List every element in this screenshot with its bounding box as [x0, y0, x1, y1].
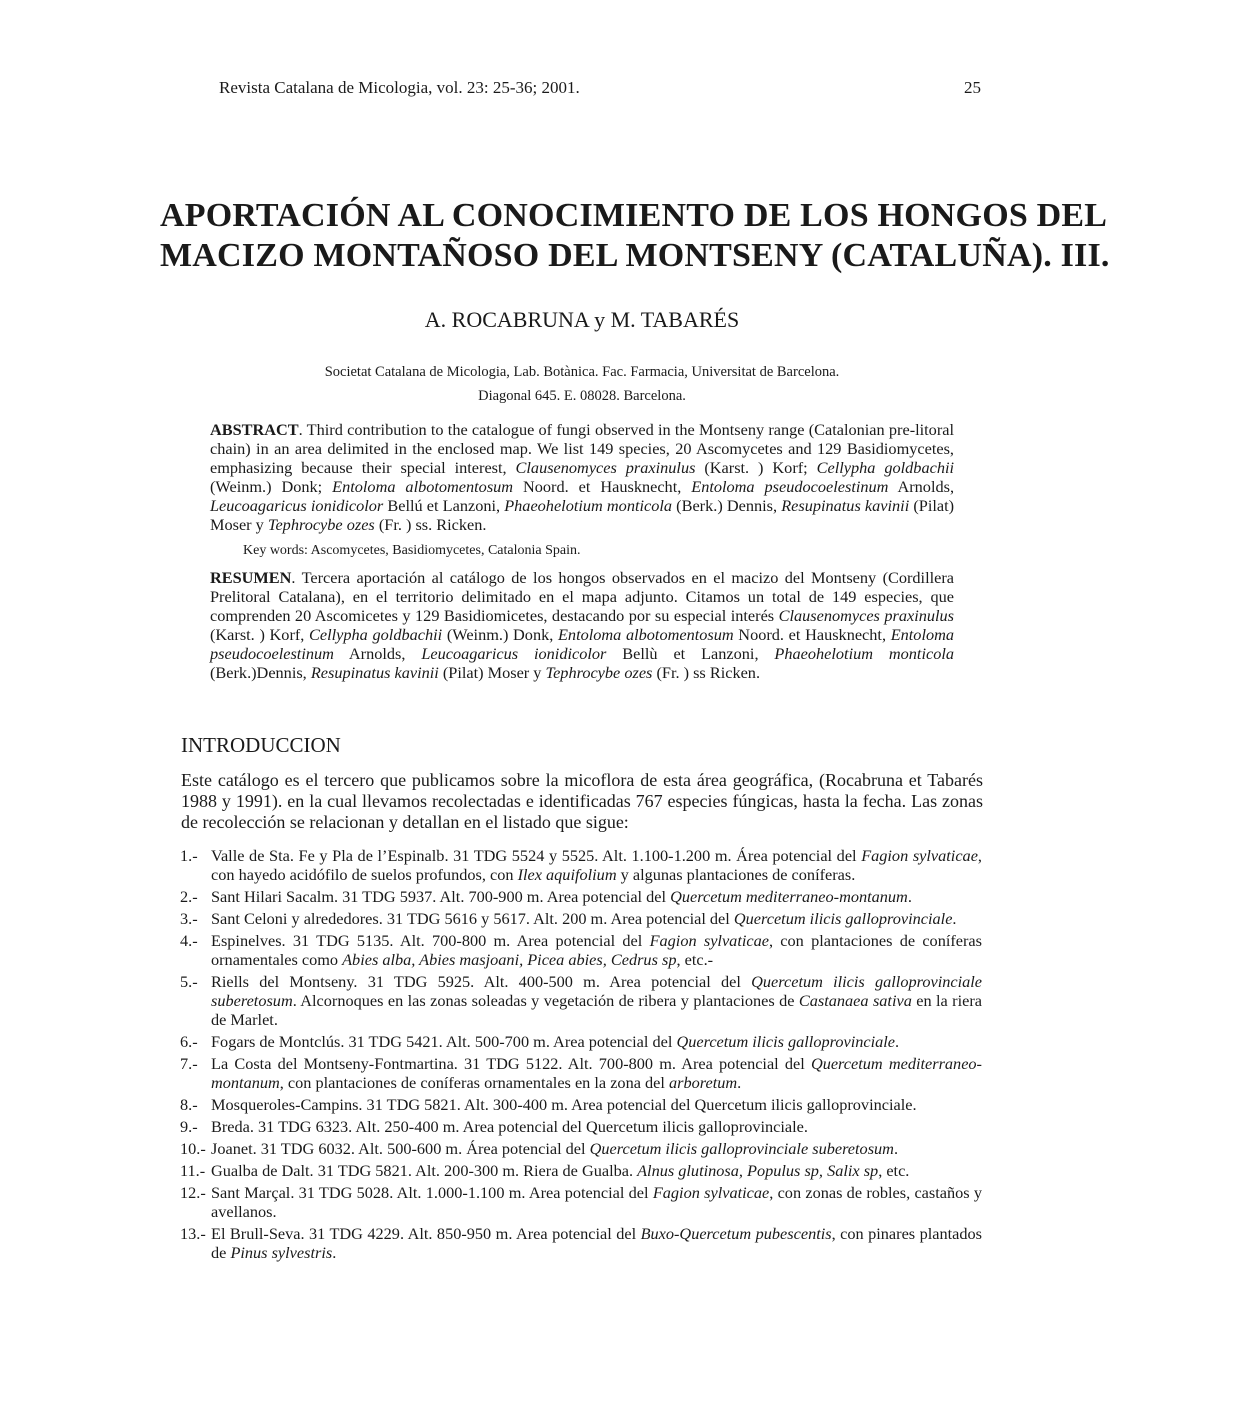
zone-item-5 — [180, 972, 982, 1029]
zone-text: Valle de Sta. Fe y Pla de l’Espinalb. 31 TDG 5524 y 5525. Alt. 1.100-1.200 m. Área potencial del — [211, 846, 862, 865]
zone-text: , con plantaciones de coníferas ornamentales como — [211, 931, 982, 969]
abstract-text: Arnolds, — [888, 477, 955, 496]
abstract-text: (Weinm.) Donk; — [210, 477, 333, 496]
zone-italic: Quercetum ilicis galloprovinciale — [676, 1032, 896, 1051]
zone-italic: Abies alba, Abies masjoani, Picea abies, Cedrus sp — [342, 950, 677, 969]
species-name: Tephrocybe ozes — [545, 663, 653, 682]
zone-text: . — [737, 1073, 742, 1092]
species-name: Leucoagaricus ionidicolor — [421, 644, 607, 663]
abstract-text: (Pilat) Moser y — [210, 496, 955, 534]
zone-text: . — [893, 1139, 899, 1158]
species-name: Tephrocybe ozes — [267, 515, 375, 534]
zone-italic: Fagion sylvaticae — [649, 931, 769, 950]
zone-number: 7.- — [180, 1054, 198, 1073]
zone-item-4 — [180, 931, 982, 969]
zone-text: , con plantaciones de coníferas ornamentales en la zona del — [279, 1073, 669, 1092]
zone-text: . — [332, 1243, 337, 1262]
zone-italic: arboretum — [668, 1073, 738, 1092]
title-line-1: APORTACIÓN AL CONOCIMIENTO DE LOS HONGOS DEL — [160, 197, 1108, 234]
section-heading-introduccion: INTRODUCCION — [181, 733, 341, 757]
zone-number: 9.- — [180, 1117, 198, 1136]
zone-italic: Quercetum ilicis galloprovinciale suberetosum — [589, 1139, 894, 1158]
abstract — [210, 420, 954, 534]
zone-italic: Quercetum ilicis galloprovinciale — [733, 909, 953, 928]
zone-italic: Quercetum ilicis galloprovinciale suberetosum — [211, 972, 983, 1010]
zone-number: 5.- — [180, 972, 198, 991]
species-name: Phaeohelotium monticola — [504, 496, 673, 515]
zone-item-9 — [180, 1117, 982, 1136]
resumen-text: (Karst. ) Korf, — [210, 625, 310, 644]
resumen-text: (Fr. ) ss Ricken. — [652, 663, 761, 682]
species-name: Entoloma pseudocoelestinum — [210, 625, 955, 663]
zone-item-12 — [180, 1183, 982, 1221]
zone-italic: Quercetum mediterraneo-montanum — [670, 887, 908, 906]
species-name: Resupinatus kavinii — [310, 663, 439, 682]
species-name: Phaeohelotium monticola — [774, 644, 955, 663]
zone-italic: Buxo-Quercetum pubescentis — [640, 1224, 832, 1243]
zone-italic: Alnus glutinosa, Populus sp, Salix sp — [637, 1161, 879, 1180]
abstract-text: Noord. et Hausknecht, — [513, 477, 692, 496]
resumen-text: (Pilat) Moser y — [438, 663, 546, 682]
zone-number: 10.- — [180, 1139, 206, 1158]
zone-number: 6.- — [180, 1032, 198, 1051]
page-number: 25 — [964, 78, 981, 97]
zone-text: . Alcornoques en las zonas soleadas y vegetación de ribera y plantaciones de — [292, 991, 799, 1010]
abstract-label: ABSTRACT — [210, 420, 299, 439]
zone-text: y algunas plantaciones de coníferas. — [616, 865, 856, 884]
zone-text: Fogars de Montclús. 31 TDG 5421. Alt. 500-700 m. Area potencial del — [211, 1032, 677, 1051]
species-name: Leucoagaricus ionidicolor — [210, 496, 384, 515]
resumen-text: Arnolds, — [333, 644, 422, 663]
zone-text: . — [895, 1032, 900, 1051]
zone-text: Breda. 31 TDG 6323. Alt. 250-400 m. Area potencial del Quercetum ilicis galloprovinciale. — [211, 1117, 808, 1136]
zone-italic: Ilex aquifolium — [517, 865, 617, 884]
zone-text: . — [952, 909, 957, 928]
resumen-text: Noord. et Hausknecht, — [733, 625, 891, 644]
zone-text: Gualba de Dalt. 31 TDG 5821. Alt. 200-300 m. Riera de Gualba. — [211, 1161, 638, 1180]
zone-italic: Fagion sylvaticae — [652, 1183, 770, 1202]
species-name: Entoloma albotomentosum — [557, 625, 734, 644]
title-line-2: MACIZO MONTAÑOSO DEL MONTSENY (CATALUÑA). III. — [160, 237, 1110, 274]
zone-list — [180, 846, 982, 1265]
zone-item-13 — [180, 1224, 982, 1262]
zone-text: , etc.- — [676, 950, 714, 969]
zone-italic: Quercetum mediterraneo-montanum — [211, 1054, 982, 1092]
zone-text: Joanet. 31 TDG 6032. Alt. 500-600 m. Área potencial del — [211, 1139, 590, 1158]
resumen — [210, 568, 954, 682]
authors: A. ROCABRUNA y M. TABARÉS — [424, 307, 740, 332]
resumen-text: Bellù et Lanzoni, — [606, 644, 775, 663]
zone-text: , con zonas de robles, castaños y avellanos. — [211, 1183, 983, 1221]
abstract-text: . Third contribution to the catalogue of fungi observed in the Montseny range (Catalonian pre-litoral chain) in an area delimited in the enclosed map. We list 149 species, 20 Ascomycetes and 129 Basidiomycetes, emphasizing because their special interest, — [210, 420, 954, 477]
resumen-text: . Tercera aportación al catálogo de los hongos observados en el macizo del Montseny (Cordillera Prelitoral Catalana), en el territorio delimitado en el mapa adjunto. Citamos un total de 149 especies, que comprenden 20 Ascomicetes y 129 Basidiomicetes, destacando por su especial interés — [210, 568, 954, 625]
zone-item-6 — [180, 1032, 982, 1051]
zone-number: 2.- — [180, 887, 198, 906]
species-name: Entoloma pseudocoelestinum — [691, 477, 889, 496]
zone-number: 12.- — [180, 1183, 206, 1202]
species-name: Clausenomyces praxinulus — [515, 458, 696, 477]
zone-text: Espinelves. 31 TDG 5135. Alt. 700-800 m. Area potencial del — [211, 931, 650, 950]
zone-text: . — [907, 887, 912, 906]
zone-item-2 — [180, 887, 982, 906]
species-name: Cellypha goldbachii — [816, 458, 955, 477]
journal-citation: Revista Catalana de Micologia, vol. 23: 25-36; 2001. — [219, 78, 580, 97]
zone-item-11 — [180, 1161, 982, 1180]
zone-item-10 — [180, 1139, 982, 1158]
zone-text: en la riera de Marlet. — [211, 991, 982, 1029]
species-name: Cellypha goldbachii — [309, 625, 443, 644]
zone-item-3 — [180, 909, 982, 928]
zone-text: Sant Celoni y alrededores. 31 TDG 5616 y 5617. Alt. 200 m. Area potencial del — [211, 909, 734, 928]
resumen-text: (Weinm.) Donk, — [442, 625, 558, 644]
zone-text: El Brull-Seva. 31 TDG 4229. Alt. 850-950 m. Area potencial del — [211, 1224, 641, 1243]
species-name: Entoloma albotomentosum — [332, 477, 514, 496]
zone-item-7 — [180, 1054, 982, 1092]
zone-text: , con hayedo acidófilo de suelos profundos, con — [211, 846, 982, 884]
zone-text: , con pinares plantados de — [211, 1224, 982, 1262]
zone-number: 4.- — [180, 931, 198, 950]
abstract-text: Bellú et Lanzoni, — [383, 496, 505, 515]
resumen-label: RESUMEN — [210, 568, 292, 587]
zone-number: 3.- — [180, 909, 198, 928]
zone-text: Sant Marçal. 31 TDG 5028. Alt. 1.000-1.100 m. Area potencial del — [211, 1183, 653, 1202]
abstract-text: (Berk.) Dennis, — [672, 496, 782, 515]
affiliation-line-1: Societat Catalana de Micologia, Lab. Botànica. Fac. Farmacia, Universitat de Barcelona. — [324, 364, 840, 380]
article-title — [160, 196, 1110, 276]
zone-text: Mosqueroles-Campins. 31 TDG 5821. Alt. 300-400 m. Area potencial del Quercetum ilicis galloprovinciale. — [211, 1095, 917, 1114]
zone-text: Riells del Montseny. 31 TDG 5925. Alt. 400-500 m. Area potencial del — [211, 972, 752, 991]
zone-text: Sant Hilari Sacalm. 31 TDG 5937. Alt. 700-900 m. Area potencial del — [211, 887, 671, 906]
zone-text: La Costa del Montseny-Fontmartina. 31 TDG 5122. Alt. 700-800 m. Area potencial del — [211, 1054, 811, 1073]
species-name: Clausenomyces praxinulus — [778, 606, 955, 625]
zone-item-1 — [180, 846, 982, 884]
zone-italic: Fagion sylvaticae — [861, 846, 978, 865]
abstract-text: (Karst. ) Korf; — [695, 458, 817, 477]
zone-number: 1.- — [180, 846, 198, 865]
zone-number: 11.- — [180, 1161, 206, 1180]
zone-italic: Castanaea sativa — [798, 991, 912, 1010]
keywords: Key words: Ascomycetes, Basidiomycetes, Catalonia Spain. — [243, 543, 581, 558]
zone-text: , etc. — [878, 1161, 910, 1180]
species-name: Resupinatus kavinii — [781, 496, 910, 515]
zone-number: 13.- — [180, 1224, 206, 1243]
resumen-text: (Berk.)Dennis, — [210, 663, 311, 682]
zone-item-8 — [180, 1095, 982, 1114]
zone-italic: Pinus sylvestris — [230, 1243, 333, 1262]
zone-number: 8.- — [180, 1095, 198, 1114]
intro-paragraph: Este catálogo es el tercero que publicamos sobre la micoflora de esta área geográfica, (Rocabruna et Tabarés 1988 y 1991). en la cual llevamos recolectadas e identificadas 767 especies fúngicas, hasta la fecha. Las zonas de recolección se relacionan y detallan en el listado que sigue: — [181, 770, 983, 832]
affiliation-line-2: Diagonal 645. E. 08028. Barcelona. — [478, 388, 686, 404]
abstract-text: (Fr. ) ss. Ricken. — [374, 515, 487, 534]
